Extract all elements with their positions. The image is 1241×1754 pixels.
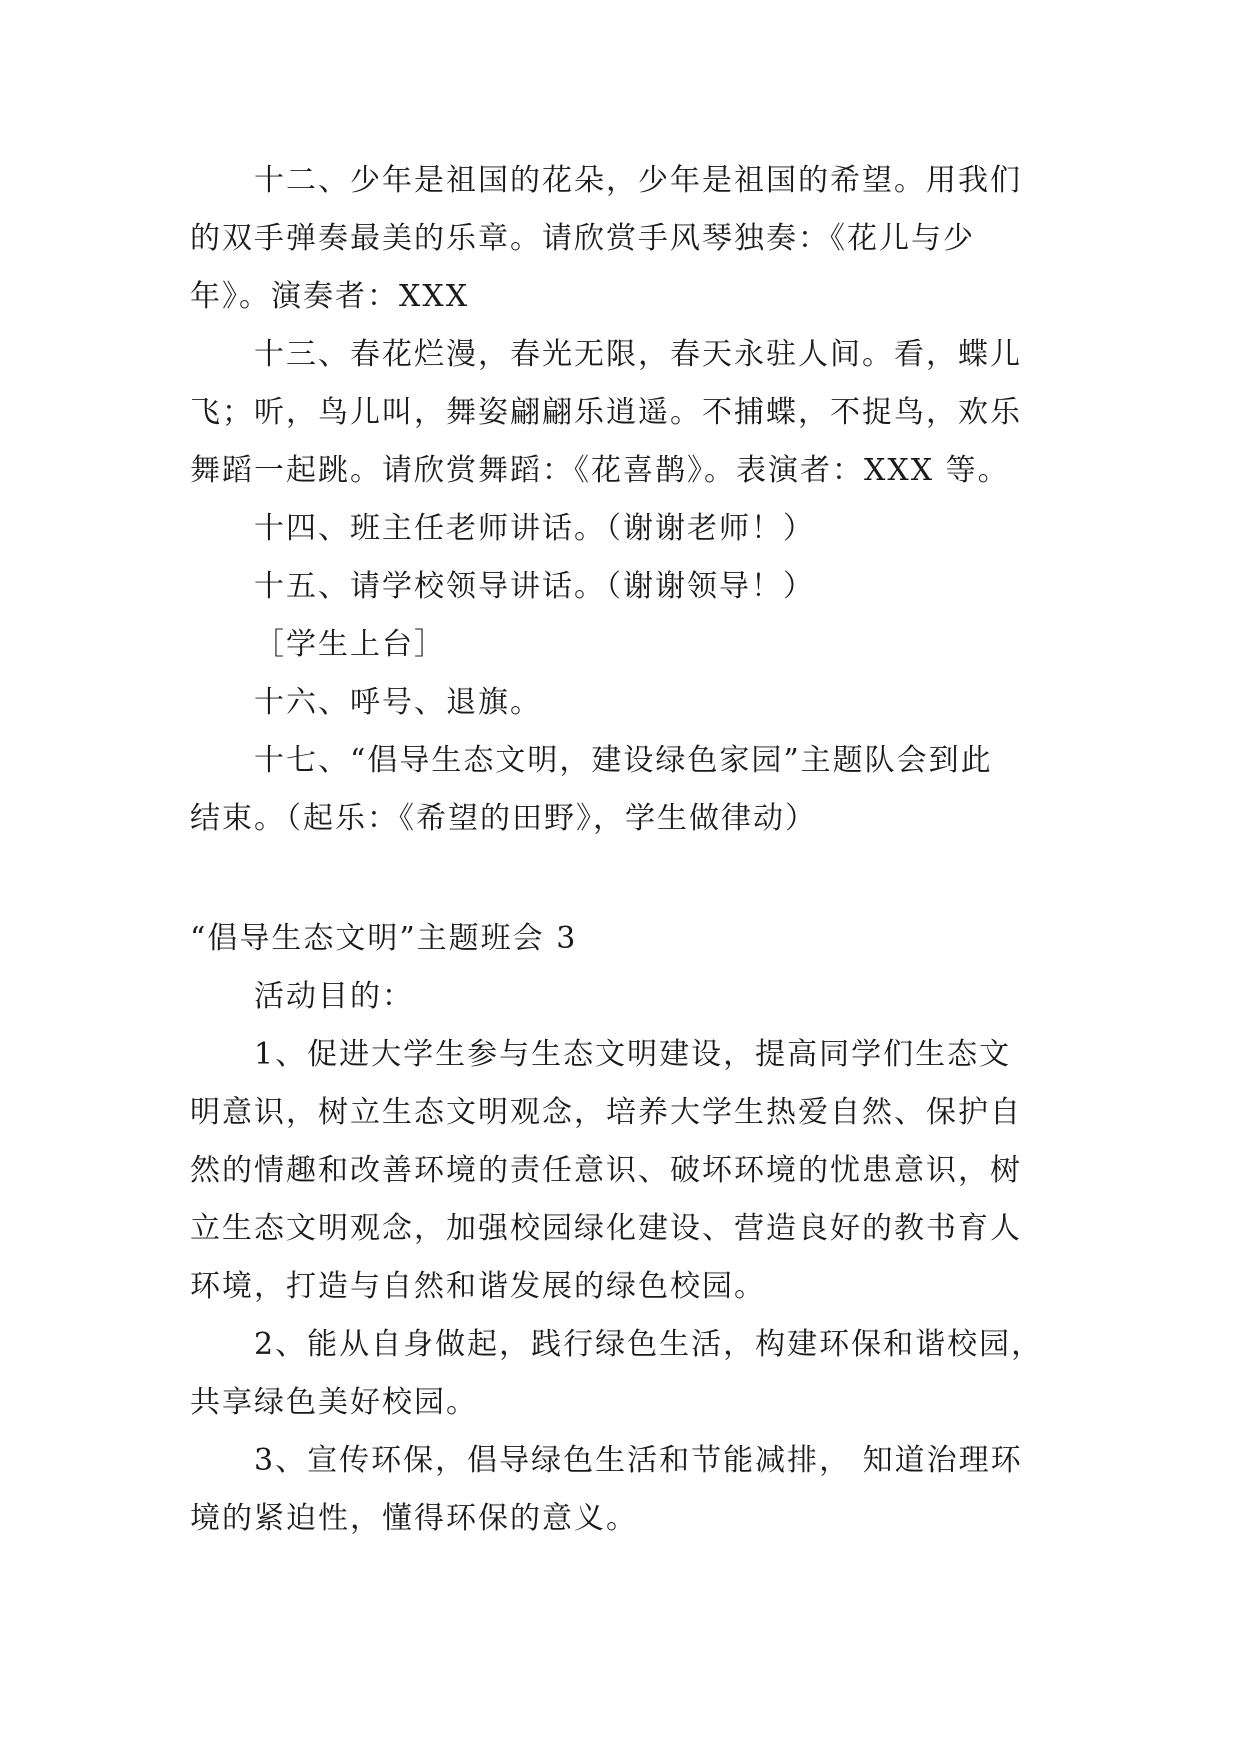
text-line: 2、能从自身做起，践行绿色生活，构建环保和谐校园，: [254, 1327, 1044, 1362]
text-line: 十四、班主任老师讲话。（谢谢老师！）: [254, 511, 815, 546]
purpose-item-3: [190, 1432, 1056, 1548]
text-line: 十五、请学校领导讲话。（谢谢领导！）: [254, 569, 815, 604]
text-line: 1、促进大学生参与生态文明建设，提高同学们生态文: [254, 1037, 1012, 1072]
text-line: 明意识，树立生态文明观念，培养大学生热爱自然、保护自: [190, 1095, 1022, 1130]
text-line: 共享绿色美好校园。: [190, 1385, 478, 1420]
paragraph-item-17: [190, 732, 1056, 848]
purpose-item-1: [190, 1026, 1056, 1316]
purpose-heading: [190, 968, 1056, 1026]
paragraph-item-16: [190, 674, 1056, 732]
text-line: 活动目的：: [254, 979, 414, 1014]
text-line: 舞蹈一起跳。请欣赏舞蹈：《花喜鹊》。表演者：XXX 等。: [190, 453, 1010, 488]
purpose-item-2: [190, 1316, 1056, 1432]
paragraph-item-15: [190, 558, 1056, 616]
section-title: “倡导生态文明”主题班会 3: [190, 921, 578, 956]
text-line: 境的紧迫性，懂得环保的意义。: [190, 1501, 638, 1536]
text-line: ［学生上台］: [254, 627, 446, 662]
text-line: 十三、春花烂漫，春光无限，春天永驻人间。看，蝶儿: [254, 337, 1022, 372]
text-line: 十六、呼号、退旗。: [254, 685, 542, 720]
stage-direction: [190, 616, 1056, 674]
paragraph-item-13: [190, 326, 1056, 500]
paragraph-item-14: [190, 500, 1056, 558]
text-line: 立生态文明观念，加强校园绿化建设、营造良好的教书育人: [190, 1211, 1022, 1246]
text-line: 飞；听，鸟儿叫，舞姿翩翩乐逍遥。不捕蝶，不捉鸟，欢乐: [190, 395, 1022, 430]
text-line: 十七、“倡导生态文明，建设绿色家园”主题队会到此: [254, 743, 993, 778]
text-line: 的双手弹奏最美的乐章。请欣赏手风琴独奏：《花儿与少: [190, 221, 975, 256]
paragraph-item-12: [190, 152, 1056, 326]
text-line: 十二、少年是祖国的花朵，少年是祖国的希望。用我们: [254, 163, 1022, 198]
text-line: 结束。（起乐：《希望的田野》，学生做律动）: [190, 801, 817, 836]
program-items-section: [190, 152, 1056, 848]
activity-purpose-section: [190, 968, 1056, 1548]
text-line: 年》。演奏者：XXX: [190, 279, 470, 314]
text-line: 环境，打造与自然和谐发展的绿色校园。: [190, 1269, 766, 1304]
text-line: 3、宣传环保，倡导绿色生活和节能减排， 知道治理环: [254, 1443, 1023, 1478]
text-line: 然的情趣和改善环境的责任意识、破坏环境的忧患意识，树: [190, 1153, 1022, 1188]
